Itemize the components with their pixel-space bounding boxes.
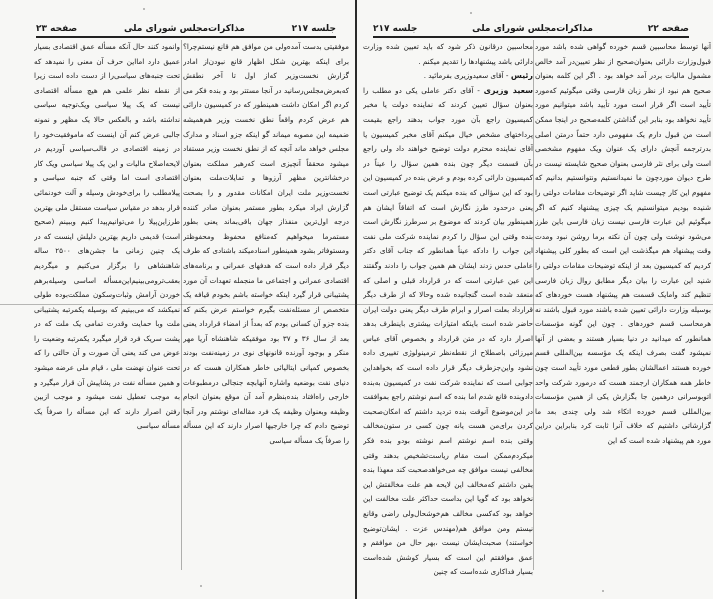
session-number: جلسه ۲۱۷: [373, 24, 418, 34]
page-number: صفحه ۲۳: [36, 24, 78, 34]
column-divider: [181, 40, 182, 570]
publication-title: مذاکرات‌مجلس شورای ملی: [472, 24, 594, 34]
scan-speck: [143, 8, 145, 10]
speech-entry: [363, 69, 533, 84]
speech-text: - آقای دکتر عاملی یکی دو مطلب را بعنوان سؤال تعیین کردند که نماینده دولت یا مخبر کمیسیون راجع بآن مورد جواب بدهند راجع بقیمت پرداختهای مشخص خیال میکنم آقای مخبر کمیسیون یا آقای نماینده محترم دولت توضیح خواهند داد ولی راجع بآن قسمت دیگر چون بنده همین سؤال را عیناً در کمیسیون دارائی کرده بودم و عرض بنده در کمیسیون این بود که این سؤالی که بنده میکنم یک توضیح عبارتی است یعنی درحدود طرز نگارش است که اتفاقاً ایشان هم همینطور بیان کردند که موضوع بر سرطرز نگارش است بنده وقتی این سؤال را کردم نماینده شرکت ملی نفت این جواب را دادکه عیناً همانطور که جناب آقای دکتر عاملی حدس زدند ایشان هم همین جواب را دادند وگفتند این عین عبارتی است که در قرارداد قبلی و اصلی که منعقد شده است گنجانیده شده وحالا که از طرف دیگر قرارداد بعلت اصرار و ابرام طرف دیگر یعنی دولت ایران حاضر شده است باینکه امتیازات بیشتری باینطرف بدهد اصرار دارد که در متن قرارداد و بخصوص آقای عباس میرزائی باصطلاح از نقطه‌نظر ترمینولوژی تغییری داده نشود واین‌جزطرف دیگر قرار داده است که بخواهداین جوابی است که نماینده شرکت نفت در کمیسیون به‌بنده دادوبنده قانع شدم اما بنده که اسم نوشتم راجع بموافقت در این‌موضوع آنوقت بنده تردید داشتم که امکان‌صحبت کردن برای‌من هست یانه چون کسی در ستون‌مخالف وقتی بنده اسم نوشتم اسم نوشته بودو بنده فکر میکردم‌ممکن است مقام ریاست‌تشخیص بدهند وقتی مخالفی نیست موافق چه می‌خواهدصحبت کند معهذا بنده یقین داشتم که‌مخالف این لایحه هم علت مخالفتش این نخواهد بود که گویا این بداست حداکثر علت مخالفت این خواهد بود که‌کسی مخالف هم‌خوشحال‌ولی راضی وقانع نیستم ومن موافق هم(مهندس عزت . ایشان‌توضیح خواستند) صحبت‌ایشان نیست ،بهر حال من موافقم و عمق موافقتم این است که بسیار کوشش شده‌است بسیار فداکاری شده‌است که چنین: [363, 85, 533, 577]
text-column-right: [183, 40, 349, 595]
right-page: [357, 0, 713, 599]
paragraph: محاسبین درقانون ذکر شود که باید تعیین شده وزارت دارائی باشد پیشنهادها را تقدیم میکنم .: [363, 42, 533, 66]
speech-text: - آقای سعیدوزیری بفرمائید .: [423, 71, 509, 81]
header-rule: [36, 36, 336, 38]
session-number: جلسه ۲۱۷: [291, 24, 336, 34]
page-number: صفحه ۲۲: [647, 24, 689, 34]
speaker-name: رئیس: [510, 71, 533, 81]
scan-speck: [200, 585, 202, 587]
column-divider: [533, 40, 534, 570]
page-header: [36, 20, 336, 34]
text-column-right: [535, 40, 711, 595]
paragraph: آنها توسط محاسبین قسم خورده گواهی شده باشد مورد قبول‌وزارت دارائی بعنوان‌صحیح از نظر تعیین‌در آمد خالص مشمول مالیات بردر آمد خواهد بود . اگر این کلمه بعنوان صحیح هم نبود از نظر زبان فارسی وقتی میگوئیم که‌مورد تأیید است اگر قرار است مورد تأیید باشد میتوانیم مورد تأیید نخواهد بود بنابر این گذاشتن کلمه‌صحیح در اینجا ممکن است من قبول دارم یک مفهومی دارد حتماً درمتن اصلی بدرترجمه آنچش دارای یک عنوان ویک مفهوم مشخصی است ولی برای نثر فارسی بعنوان صحیح شایسته نیست در طرح دیوان موردچون ما نمیدانستیم ونتوانستیم بدانیم که مفهوم این کار چیست شاید اگر توضیحات مقامات دولتی را شنیده بودیم میتوانستیم یک چیزی پیشنهاد کنیم که اگر میگوئیم این عبارت فارسی نیست زبان فارسی باین طرز می‌شود نوشت ولی چون آن نکته برما روشن نبود ومدت وقت پیشنهاد هم میگذشت این است که بطور کلی پیشنهاد کردیم که کمیسیون بعد از اینکه توضیحات مقامات دولتی را شنید این عبارت را بیان دیگر مطابق روال زبان فارسی تنظیم کند وامایک قسمت هم پیشنهاد هست خوردهای که بوسیله وزارت دارائی تعیین شده باشند مورد قبول باشند نه هرمحاسب قسم خوردهای . چون این گونه مؤسسات همانطور که میدانید در دنیا بسیار هستند و بعضی از آنها نمیشود گفت بصرف اینکه یک مؤسسه بین‌المللی قسم خورده هستند اعمالشان بطور قطعی مورد تأیید است چون خاطر همه همکاران ارجمند هست که درمورد شرکت واحد اتوبوسرانی درهمین جا بگزارش یکی از همین مؤسسات بین‌المللی قسم خورده اتکاء شد ولی چندی بعد ما گزارشاتی داشتیم که خلاف آنرا ثابت کرد بنابراین دراین مورد هم پیشنهاد شده است که این: [535, 42, 711, 446]
paragraph: موفقیتی بدست آمده‌ولی من موافق هم قانع نیستم‌چرا؟ برای اینکه بهترین شکل اظهار قانع نبودن‌از امادر گزارش نخست‌وزیر که‌از اول تا آخر نطقش که‌بعرض‌مجلس‌رسانید در آنجا مستتر بود و بنده فکر می کردم اگر امکان داشت همینطور که در کمیسیون دارائی هم عرض کردم واقعاً نطق نخست وزیر هم‌همیشه ضمیمه این مصوبه میماند گو اینکه جزو اسناد و مدارک مجلس خواهد ماند آنچه که از نطق نخست وزیر مستفاد میشود محققاً آنچیزی است که‌رهبر مملکت بعنوان درخشانترین مظهر آرزوها و تمایلات‌ملت بعنوان نخست‌وزیر ملت ایران امکانات مقدور و را بصحت گزارش ایراد میکرد بطور مستمر بعنوان صادر کننده درجه اول‌ترین منفذ‌از جهان باقی‌بماند یعنی بطور مستمر‌ما میخواهیم که‌منافع محفوظ ومحفوظتر ومستوفاتر بشود همینطور اسناد‌میکند باشنادی که طرف دیگر قرار داده است که هدفهای عمرانی و برنامه‌های اقتصادی عمرانی و اجتماعی ما منجمله تعهدات آن مورد پشتیبانی قرار گیرد اینکه خواسته باشم بخودم قیافه یک متخصص از مسئله‌نفت بگیرم خواستم عرض بکنم که بنده جزو آن کسانی بودم که بعداً از امضاء قرارداد یعنی بعد از سال ۳۶ و ۳۷ بود موفقیکه شاهنشاه آریا مهر منکر و بوجود آورنده قانونهای نوی در زمینه‌نفت بودند بخصوص کمپانی ایتالیائی خاطر همکاران هست که در دنیای نفت بوضعیه واشاره آنهابچه جنجالی درمطبوعات خارجی راه‌افتاد بنده‌بنظرم آمد آن موقع بعنوان انجام وظیفه وبعنوان وظیفه یک فرد مقاله‌ای نوشتم ودر آنجا توضیح دادم که چرا خارجیها اصرار دارند که این مسأله را صرفاً یک مسأله سیاسی: [183, 42, 349, 446]
scan-speck: [602, 590, 604, 592]
speech-entry: [363, 84, 533, 580]
page-header: [373, 20, 689, 34]
scan-speck: [470, 12, 472, 14]
speaker-name: سعید وزیری: [483, 85, 533, 95]
paragraph: وانمود کنند حال آنکه مسأله عمق اقتصادی بسیار عمیق دارد امااین حرف آن معنی را نمیدهد که تحت جنبه‌های سیاسی‌را از دست داده است زیرا از نقطه نظر علمی هم هیچ مسأله اقتصادی نیست که یک پیلا سیاسی ویک‌توجیه سیاسی نداشته باشد و بالعکس حالا یک مظهر و نمونه جالبی عرض کنم آن اینست که ماموفقیت‌خود را در زمینه اقتصادی در قالب‌سیاسی آوردیم در لایحه‌اصلاح مالیات و این یک پیلا سیاسی ویک کار اقتصادی است اما وقتی که جنبه سیاسی و پیلا‌مطلب را برای‌خودش وسیله و آلت خودنمائی قرار بدهد در مقیاس سیاست مستقل ملی بهترین طرزاین‌پیلا را می‌توانیم‌پیدا کنیم وببینم (صحیح است) قدیمی داریم بهترین دلیلش اینست که در یک چنین زمانی ما جشن‌های ۲۵۰۰ ساله شاهنشاهی را برگزار می‌کنیم و میگردیم بعقب‌ترومی‌بینیم‌این‌مسأله اساسی وسیله‌برهم خوردن آرامش وثبات‌وسکون مملکت‌بوده طولی نمیکشد که می‌بینیم که بوسیله یکمرتبه پشتیبانی ملت وبا حمایت وقدرت تمامی یک ملت که در پشت سریک فرد قرار میگیرد یکمرتبه وضعیت را عوض می کند یعنی آن صورت و آن حالتی را که تحت عنوان نهضت ملی ، قیام ملی عرضه میشود و همین مسأله نفت در پشاپیش آن قرار میگیرد و به موجب تعطیل نفت میشود و موجب ازبین رفتن اصرار دارند که این مسأله را صرفاً یک مسأله سیاسی: [34, 42, 180, 431]
text-column-left: [34, 40, 180, 595]
publication-title: مذاکرات‌مجلس شورای ملی: [123, 24, 245, 34]
text-column-left: [363, 40, 533, 595]
header-rule: [373, 36, 689, 38]
scan-fold-line: [0, 304, 713, 305]
